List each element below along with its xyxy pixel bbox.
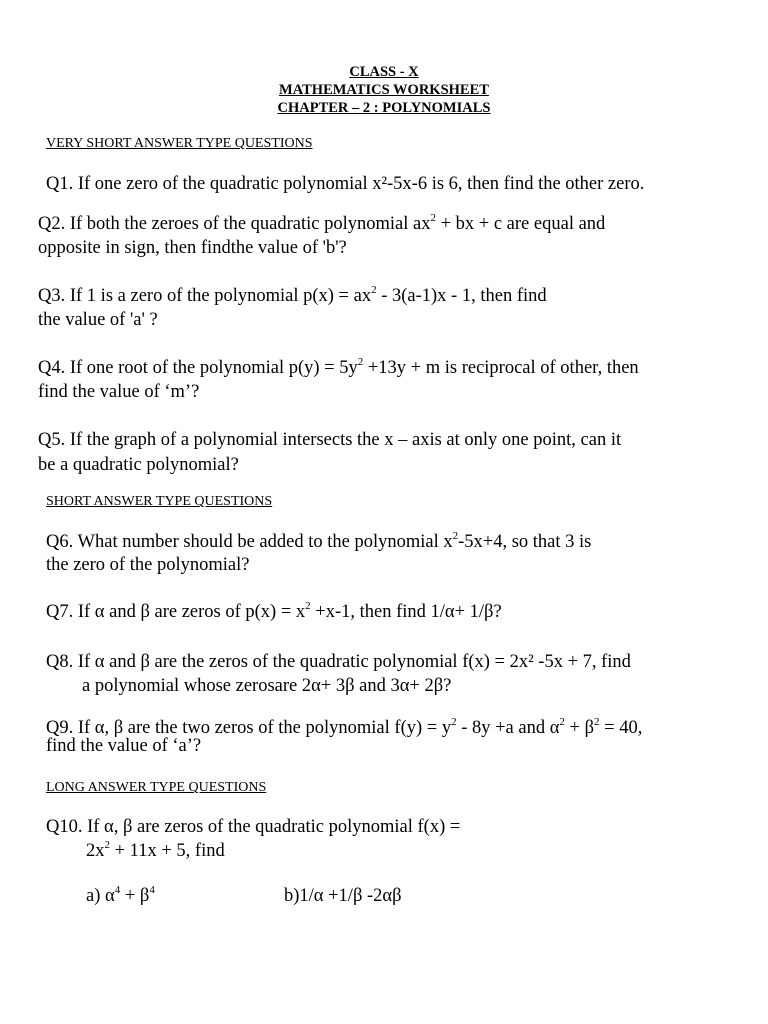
question-9-line-2: find the value of ‘a’? <box>46 736 202 756</box>
question-1: Q1. If one zero of the quadratic polynomial x²-5x-6 is 6, then find the other zero. <box>46 174 645 194</box>
question-4-line-1: Q4. If one root of the polynomial $p(y) = 5y^2 +13y + m$ is reciprocal of other, then <box>38 356 639 378</box>
question-2-line-2: opposite in sign, then findthe value of 'b'? <box>38 238 347 258</box>
question-10-line-1: Q10. If α, β are zeros of the quadratic polynomial f(x) = <box>46 817 461 837</box>
section-short-heading: SHORT ANSWER TYPE QUESTIONS <box>46 494 273 509</box>
question-3-line-2: the value of 'a' ? <box>38 310 158 330</box>
question-2-line-1: Q2. If both the zeroes of the quadratic polynomial $ax^2$ + bx + c are equal and <box>38 212 606 234</box>
question-5-line-2: be a quadratic polynomial? <box>38 455 239 475</box>
question-5-line-1: Q5. If the graph of a polynomial intersects the x – axis at only one point, can it <box>38 430 622 450</box>
question-10-option-a: a) $\alpha^4 + \beta^4$ <box>86 884 155 906</box>
question-6-line-1: Q6. What number should be added to the polynomial $x^2-5x+4$, so that 3 is <box>46 530 592 552</box>
question-3-line-1: Q3. If 1 is a zero of the polynomial $p(x) = ax^2 - 3(a-1)x - 1$, then find <box>38 284 547 306</box>
question-10-option-b: b)1/α +1/β -2αβ <box>284 886 402 906</box>
worksheet-class: CLASS - X <box>349 64 419 80</box>
worksheet-chapter: CHAPTER – 2 : POLYNOMIALS <box>277 100 491 116</box>
question-7: Q7. If α and β are zeros of $p(x) = x^2 +x-1$, then find 1/α+ 1/β? <box>46 600 502 622</box>
section-long-heading: LONG ANSWER TYPE QUESTIONS <box>46 780 267 795</box>
question-6-line-2: the zero of the polynomial? <box>46 555 250 575</box>
worksheet-title: MATHEMATICS WORKSHEET <box>279 82 489 98</box>
question-4-line-2: find the value of ‘m’? <box>38 382 200 402</box>
question-9-line-1: Q9. If α, β are the two zeros of the polynomial $f(y) = y^2 - 8y +a$ and $\alpha^2 + \beta^2 = 40$, <box>46 716 643 738</box>
question-8-line-1: Q8. If α and β are the zeros of the quadratic polynomial f(x) = 2x² -5x + 7, find <box>46 652 631 672</box>
question-8-line-2: a polynomial whose zerosare 2α+ 3β and 3α+ 2β? <box>82 676 452 696</box>
question-10-line-2: $2x^2 + 11x + 5$, find <box>86 839 225 861</box>
section-very-short-heading: VERY SHORT ANSWER TYPE QUESTIONS <box>46 136 313 151</box>
